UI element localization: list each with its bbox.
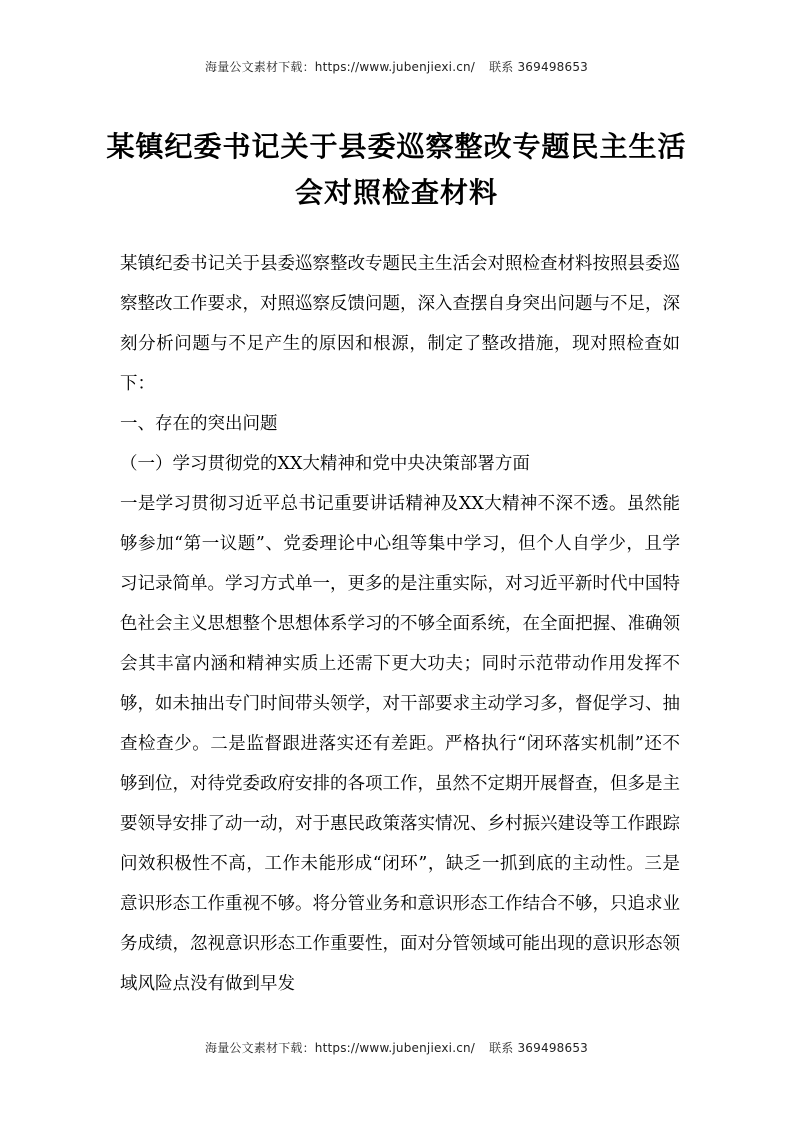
header-contact-text: 联系 369498653 [489,60,588,74]
page-footer [0,1039,793,1056]
header-source-text: 海量公文素材下载：https://www.jubenjiexi.cn/ [205,60,476,74]
paragraph-intro: 某镇纪委书记关于县委巡察整改专题民主生活会对照检查材料按照县委巡察整改工作要求，对照巡察反馈问题，深入查摆自身突出问题与不足，深刻分析问题与不足产生的原因和根源，制定了整改措施，现对照检查如下： [120,254,680,394]
document-body [120,244,680,1004]
footer-contact-text: 联系 369498653 [489,1041,588,1055]
footer-source-text: 海量公文素材下载：https://www.jubenjiexi.cn/ [205,1041,476,1055]
page-header [0,58,793,75]
subsection-heading: （一）学习贯彻党的XX大精神和党中央决策部署方面 [120,454,530,474]
document-title: 某镇纪委书记关于县委巡察整改专题民主生活会对照检查材料 [106,130,687,209]
section-heading: 一、存在的突出问题 [120,414,278,434]
paragraph-body: 一是学习贯彻习近平总书记重要讲话精神及XX大精神不深不透。虽然能够参加“第一议题”、党委理论中心组等集中学习，但个人自学少，且学习记录简单。学习方式单一，更多的是注重实际，对习近平新时代中国特色社会主义思想整个思想体系学习的不够全面系统，在全面把握、准确领会其丰富内涵和精神实质上还需下更大功夫；同时示范带动作用发挥不够，如未抽出专门时间带头领学，对干部要求主动学习多，督促学习、抽查检查少。二是监督跟进落实还有差距。严格执行“闭环落实机制”还不够到位，对待党委政府安排的各项工作，虽然不定期开展督查，但多是主要领导安排了动一动，对于惠民政策落实情况、乡村振兴建设等工作跟踪问效积极性不高，工作未能形成“闭环”，缺乏一抓到底的主动性。三是意识形态工作重视不够。将分管业务和意识形态工作结合不够，只追求业务成绩，忽视意识形态工作重要性，面对分管领域可能出现的意识形态领域风险点没有做到早发 [120,494,680,994]
